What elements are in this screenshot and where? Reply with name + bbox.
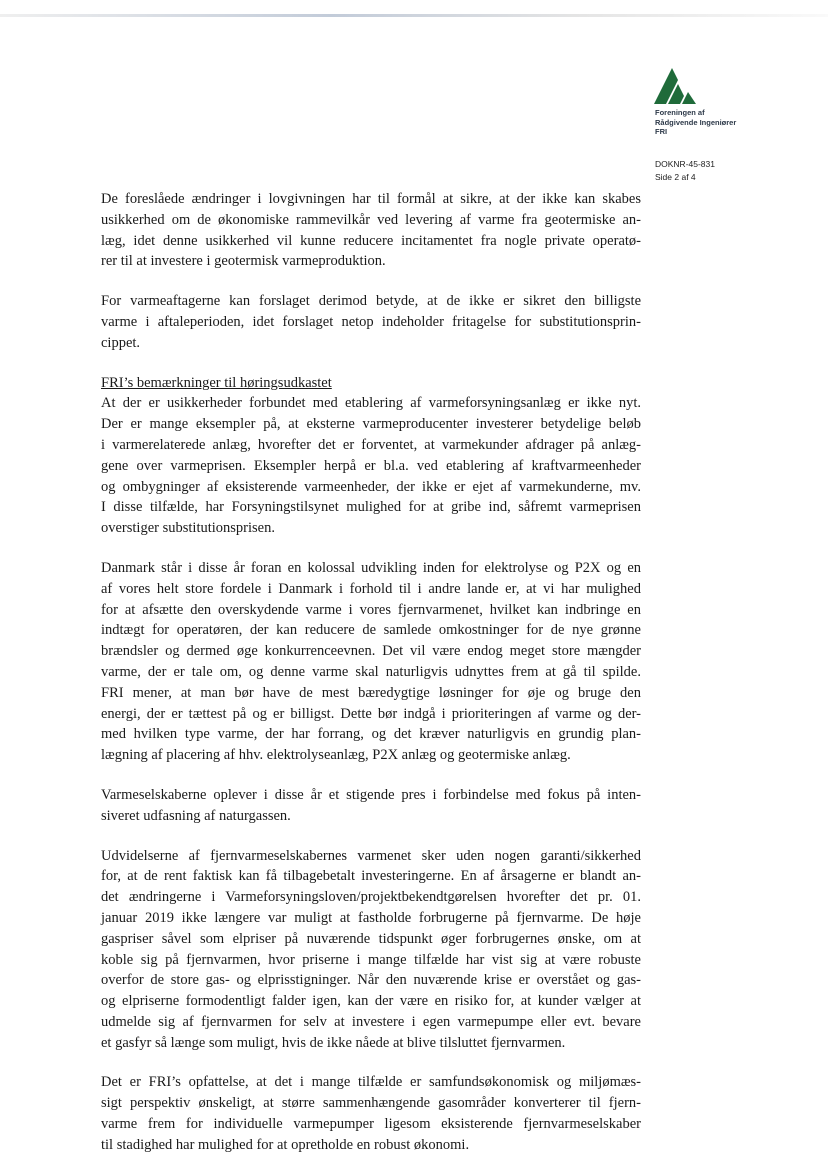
text-line: Varmeselskaberne oplever i disse år et stigende pres i forbindelse med fokus på inten-	[101, 786, 641, 803]
text-line: For varmeaftagerne kan forslaget derimod betyde, at de ikke er sikret den billigste	[101, 293, 641, 310]
org-line-2: Rådgivende Ingeniører	[655, 117, 737, 127]
text-line: lægning af placering af hhv. elektrolyseanlæg, P2X anlæg og geotermiske anlæg.	[101, 747, 571, 764]
text-line: FRI mener, at man bør have de mest bæredygtige løsninger for øje og bruge den	[101, 684, 641, 701]
org-line-1: Foreningen af	[655, 108, 705, 117]
text-line: sigt perspektiv ønskeligt, at større sammenhængende gasområder konverterer til fjern-	[101, 1095, 641, 1112]
text-line: Det er FRI’s opfattelse, at det i mange tilfælde er samfundsøkonomisk og miljømæs-	[101, 1074, 641, 1091]
document-meta	[655, 158, 715, 184]
text-line: af vores helt store fordele i Danmark i forhold til i andre lande er, at vi har mulighed	[101, 580, 641, 597]
text-line: De foreslåede ændringer i lovgivningen har til formål at sikre, at der ikke kan skabes	[101, 191, 641, 207]
text-line: At der er usikkerheder forbundet med etablering af varmeforsyningsanlæg er ikke nyt.	[101, 395, 641, 412]
text-line: varme i aftaleperioden, idet forslaget netop indeholder fritagelse for substitutionsprin-	[101, 313, 641, 330]
text-line: overfor de store gas- og elprisstigninger. Når den nuværende krise er overstået og gas-	[101, 972, 641, 989]
text-line: rer til at investere i geotermisk varmeproduktion.	[101, 253, 386, 270]
text-line: til stadighed har mulighed for at opretholde en robust økonomi.	[101, 1136, 470, 1153]
paragraph	[101, 558, 641, 766]
text-line: for, at de rent faktisk kan få tilbagebetalt investeringerne. En af årsagerne er blandt an-	[101, 868, 641, 885]
text-line: energi, der er tættest på og er billigst. Dette bør indgå i prioriteringen af varme og der-	[101, 705, 641, 722]
text-line: det ændringerne i Varmeforsyningsloven/projektbekendtgørelsen hvorefter det pr. 01.	[101, 889, 641, 906]
paragraph	[101, 189, 641, 272]
organization-name	[655, 108, 736, 137]
text-line: januar 2019 ikke længere var muligt at fastholde forbrugerne på fjernvarme. De høje	[101, 909, 641, 926]
text-line: og elpriserne formodentligt falder igen, kan der være en risiko for, at kunder vælger at	[101, 993, 641, 1010]
text-line: varme, der er tale om, og denne varme skal naturligvis udnyttes frem at gå til spilde.	[101, 663, 641, 680]
text-line: og ombygninger af eksisterende varmeenheder, der ikke er ejet af varmekunderne, mv.	[101, 478, 641, 495]
text-line: siveret udfasning af naturgassen.	[101, 807, 291, 824]
text-line: brændsler og dermed øge konkurrenceevnen. Det vil være endog meget store mængder	[101, 643, 641, 660]
text-line: I disse tilfælde, har Forsyningstilsynet mulighed for at gribe ind, såfremt varmeprisen	[101, 499, 641, 516]
text-line: varme frem for individuelle varmepumper ligesom eksisterende fjernvarmeselskaber	[101, 1116, 641, 1133]
paragraph	[101, 846, 641, 1054]
paragraph	[101, 373, 641, 539]
paragraph	[101, 785, 641, 827]
scan-artifact-line	[0, 14, 828, 17]
text-line: Der er mange eksempler på, at eksterne varmeproducenter investerer betydelige beløb	[101, 416, 641, 433]
text-line: udmelde sig af fjernvarmen for selv at investere i egen varmepumpe eller evt. bevare	[101, 1013, 641, 1030]
text-line: indtægt for operatøren, der kan reducere de samlede omkostninger for de nye grønne	[101, 622, 641, 639]
text-line: Danmark står i disse år foran en kolossal udvikling inden for elektrolyse og P2X og en	[101, 559, 641, 576]
fri-logo-icon	[652, 66, 702, 106]
text-line: Udvidelserne af fjernvarmeselskabernes varmenet sker uden nogen garanti/sikkerhed	[101, 847, 641, 864]
paragraph	[101, 291, 641, 353]
text-line: læg, idet denne usikkerhed vil kunne reducere incitamentet fra nogle private operatø-	[101, 232, 641, 249]
text-line: usikkerhed om de økonomiske rammevilkår ved levering af varme fra geotermiske an-	[101, 211, 641, 228]
paragraph	[101, 1072, 641, 1155]
org-line-3: FRI	[655, 127, 668, 136]
text-line: gaspriser såvel som elpriser på nuværende tidspunkt øger forbrugernes ønske, om at	[101, 930, 641, 947]
text-line: koble sig på fjernvarmen, hvor priserne i mange tilfælde har vist sig at være robuste	[101, 951, 641, 968]
text-line: i varmerelaterede anlæg, hvorefter det er forventet, at varmekunder afdrager på anlæg-	[101, 436, 641, 453]
text-line: gene over varmeprisen. Eksempler herpå er bl.a. ved etablering af kraftvarmeenheder	[101, 457, 641, 474]
text-line: cippet.	[101, 334, 141, 351]
document-body	[101, 189, 641, 1175]
page-number: Side 2 af 4	[655, 172, 696, 182]
document-number: DOKNR-45-831	[655, 159, 715, 169]
text-line: et gasfyr så længe som muligt, hvis de ikke nåede at blive tilsluttet fjernvarmen.	[101, 1034, 566, 1051]
text-line: med hvilken type varme, der har forrang, og det kræver naturligvis en grundig plan-	[101, 726, 641, 743]
section-heading: FRI’s bemærkninger til høringsudkastet	[101, 374, 332, 391]
text-line: for at afsætte den overskydende varme i vores fjernvarmenet, hvilket kan indbringe en	[101, 601, 641, 618]
text-line: overstiger substitutionsprisen.	[101, 520, 275, 537]
